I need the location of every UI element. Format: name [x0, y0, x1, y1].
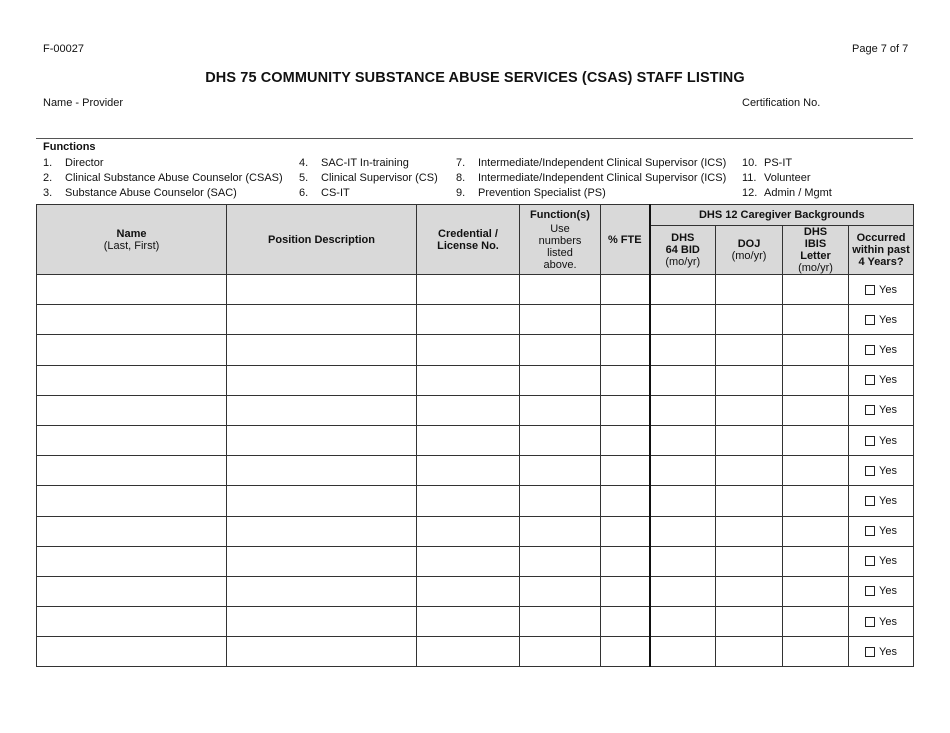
function-label: SAC-IT In-training — [321, 157, 409, 169]
name-cell[interactable] — [37, 576, 227, 606]
function-item — [299, 187, 350, 199]
function-label: Admin / Mgmt — [764, 187, 832, 199]
doj-cell[interactable] — [716, 425, 783, 455]
doj-cell[interactable] — [716, 365, 783, 395]
page-title: DHS 75 COMMUNITY SUBSTANCE ABUSE SERVICES (CSAS) STAFF LISTING — [205, 70, 745, 86]
dhs64-cell[interactable] — [650, 576, 716, 606]
function-label: Clinical Substance Abuse Counselor (CSAS) — [65, 172, 283, 184]
occurred-cell — [849, 425, 914, 455]
fte-cell[interactable] — [601, 486, 650, 516]
fte-cell[interactable] — [601, 425, 650, 455]
fte-cell[interactable] — [601, 546, 650, 576]
occurred-cell — [849, 486, 914, 516]
doj-header-sub: (mo/yr) — [731, 250, 767, 262]
doj-cell[interactable] — [716, 305, 783, 335]
function-item — [299, 172, 438, 184]
occurred-cell — [849, 275, 914, 305]
ibis-cell[interactable] — [783, 607, 849, 637]
function-number: 5. — [299, 172, 309, 184]
function-label: PS-IT — [764, 157, 793, 169]
staff-rows — [37, 275, 914, 667]
ibis-cell[interactable] — [783, 425, 849, 455]
function-label: Prevention Specialist (PS) — [478, 187, 606, 199]
credential-cell[interactable] — [417, 365, 520, 395]
credential-cell[interactable] — [417, 305, 520, 335]
function-cell[interactable] — [520, 365, 601, 395]
table-row — [37, 365, 914, 395]
function-number: 11. — [742, 172, 757, 184]
ibis-cell[interactable] — [783, 637, 849, 667]
yes-label: Yes — [879, 343, 897, 356]
doj-cell[interactable] — [716, 275, 783, 305]
position-cell[interactable] — [227, 275, 417, 305]
occurred-cell — [849, 335, 914, 365]
position-cell[interactable] — [227, 365, 417, 395]
functions-heading: Functions — [43, 141, 96, 153]
function-item — [43, 157, 104, 169]
certification-label: Certification No. — [742, 97, 821, 109]
yes-checkbox[interactable] — [865, 375, 875, 385]
yes-checkbox[interactable] — [865, 315, 875, 325]
dhs64-cell[interactable] — [650, 365, 716, 395]
divider — [36, 138, 913, 139]
credential-cell[interactable] — [417, 425, 520, 455]
function-cell[interactable] — [520, 275, 601, 305]
occurred-cell — [849, 607, 914, 637]
ibis-cell[interactable] — [783, 546, 849, 576]
name-cell[interactable] — [37, 305, 227, 335]
name-column-header — [37, 205, 227, 275]
dhs64-header-sub: (mo/yr) — [665, 256, 701, 268]
fte-cell[interactable] — [601, 335, 650, 365]
yes-label: Yes — [879, 645, 897, 658]
occurred-cell — [849, 365, 914, 395]
doj-cell[interactable] — [716, 546, 783, 576]
doj-column-header — [716, 226, 783, 275]
doj-cell[interactable] — [716, 576, 783, 606]
occurred-cell — [849, 637, 914, 667]
name-cell[interactable] — [37, 637, 227, 667]
credential-cell[interactable] — [417, 395, 520, 425]
occurred-cell — [849, 516, 914, 546]
dhs64-cell[interactable] — [650, 516, 716, 546]
yes-checkbox[interactable] — [865, 556, 875, 566]
function-cell[interactable] — [520, 395, 601, 425]
doj-header-label: DOJ — [737, 238, 761, 250]
dhs64-cell[interactable] — [650, 335, 716, 365]
dhs64-cell[interactable] — [650, 486, 716, 516]
credential-cell[interactable] — [417, 576, 520, 606]
position-cell[interactable] — [227, 516, 417, 546]
function-number: 9. — [456, 187, 466, 199]
dhs64-header-label: DHS 64 BID — [665, 232, 700, 256]
occurred-cell — [849, 305, 914, 335]
yes-checkbox[interactable] — [865, 586, 875, 596]
table-row — [37, 275, 914, 305]
table-row — [37, 486, 914, 516]
credential-header-label: Credential / License No. — [437, 227, 499, 252]
yes-checkbox[interactable] — [865, 466, 875, 476]
dhs64-cell[interactable] — [650, 546, 716, 576]
function-item — [43, 172, 283, 184]
function-number: 8. — [456, 172, 466, 184]
name-cell[interactable] — [37, 486, 227, 516]
table-row — [37, 335, 914, 365]
yes-checkbox[interactable] — [865, 405, 875, 415]
ibis-cell[interactable] — [783, 305, 849, 335]
position-cell[interactable] — [227, 305, 417, 335]
doj-cell[interactable] — [716, 456, 783, 486]
function-cell[interactable] — [520, 546, 601, 576]
credential-cell[interactable] — [417, 607, 520, 637]
function-cell[interactable] — [520, 576, 601, 606]
function-number: 10. — [742, 157, 758, 169]
yes-label: Yes — [879, 525, 897, 538]
staff-listing-table — [36, 204, 914, 667]
dhs64-cell[interactable] — [650, 275, 716, 305]
dhs64-cell[interactable] — [650, 456, 716, 486]
doj-cell[interactable] — [716, 486, 783, 516]
doj-cell[interactable] — [716, 335, 783, 365]
ibis-cell[interactable] — [783, 365, 849, 395]
form-id: F-00027 — [43, 43, 84, 55]
position-column-header — [227, 205, 417, 275]
name-cell[interactable] — [37, 365, 227, 395]
name-cell[interactable] — [37, 395, 227, 425]
fte-header-label: % FTE — [607, 233, 642, 246]
fte-cell[interactable] — [601, 365, 650, 395]
fte-cell[interactable] — [601, 395, 650, 425]
credential-cell[interactable] — [417, 335, 520, 365]
function-cell[interactable] — [520, 425, 601, 455]
position-cell[interactable] — [227, 335, 417, 365]
yes-checkbox[interactable] — [865, 345, 875, 355]
dhs64-cell[interactable] — [650, 305, 716, 335]
table-row — [37, 637, 914, 667]
occurred-cell — [849, 576, 914, 606]
name-cell[interactable] — [37, 335, 227, 365]
name-cell[interactable] — [37, 456, 227, 486]
dhs64-column-header — [650, 226, 716, 275]
function-label: Volunteer — [764, 172, 811, 184]
name-header-sub: (Last, First) — [103, 239, 160, 252]
function-number: 4. — [299, 157, 309, 169]
fte-cell[interactable] — [601, 637, 650, 667]
position-cell[interactable] — [227, 456, 417, 486]
position-cell[interactable] — [227, 607, 417, 637]
yes-checkbox[interactable] — [865, 647, 875, 657]
position-cell[interactable] — [227, 637, 417, 667]
doj-cell[interactable] — [716, 395, 783, 425]
name-cell[interactable] — [37, 516, 227, 546]
function-label: Intermediate/Independent Clinical Supervisor (ICS) — [478, 157, 727, 169]
page-number: Page 7 of 7 — [852, 43, 909, 55]
position-cell[interactable] — [227, 425, 417, 455]
occurred-cell — [849, 395, 914, 425]
function-number: 1. — [43, 157, 53, 169]
function-label: CS-IT — [321, 187, 350, 199]
position-header-label: Position Description — [268, 233, 375, 246]
ibis-cell[interactable] — [783, 486, 849, 516]
yes-label: Yes — [879, 555, 897, 568]
credential-cell[interactable] — [417, 486, 520, 516]
ibis-cell[interactable] — [783, 395, 849, 425]
table-row — [37, 607, 914, 637]
function-header-label: Function(s) — [530, 208, 590, 221]
dhs64-cell[interactable] — [650, 395, 716, 425]
yes-label: Yes — [879, 283, 897, 296]
yes-checkbox[interactable] — [865, 285, 875, 295]
function-cell[interactable] — [520, 456, 601, 486]
table-row — [37, 456, 914, 486]
function-number: 12. — [742, 187, 758, 199]
credential-cell[interactable] — [417, 516, 520, 546]
function-number: 3. — [43, 187, 53, 199]
fte-cell[interactable] — [601, 456, 650, 486]
function-number: 6. — [299, 187, 309, 199]
ibis-cell[interactable] — [783, 576, 849, 606]
caregiver-backgrounds-header — [650, 205, 914, 226]
table-row — [37, 395, 914, 425]
occurred-cell — [849, 546, 914, 576]
name-cell[interactable] — [37, 546, 227, 576]
function-item — [43, 187, 237, 199]
credential-cell[interactable] — [417, 546, 520, 576]
function-label: Intermediate/Independent Clinical Supervisor (ICS) — [478, 172, 727, 184]
dhs64-cell[interactable] — [650, 607, 716, 637]
function-label: Clinical Supervisor (CS) — [321, 172, 438, 184]
credential-cell[interactable] — [417, 456, 520, 486]
ibis-column-header — [783, 226, 849, 275]
yes-checkbox[interactable] — [865, 496, 875, 506]
dhs64-cell[interactable] — [650, 425, 716, 455]
occurred-header-label: Occurred within past 4 Years? — [852, 232, 910, 268]
credential-column-header — [417, 205, 520, 275]
table-row — [37, 516, 914, 546]
function-label: Substance Abuse Counselor (SAC) — [65, 187, 237, 199]
table-row — [37, 305, 914, 335]
yes-label: Yes — [879, 404, 897, 417]
position-cell[interactable] — [227, 395, 417, 425]
table-row — [37, 425, 914, 455]
name-cell[interactable] — [37, 275, 227, 305]
yes-label: Yes — [879, 434, 897, 447]
doj-cell[interactable] — [716, 637, 783, 667]
yes-label: Yes — [879, 464, 897, 477]
function-item — [742, 157, 792, 169]
fte-column-header — [601, 205, 650, 275]
function-cell[interactable] — [520, 516, 601, 546]
yes-label: Yes — [879, 374, 897, 387]
table-row — [37, 576, 914, 606]
fte-cell[interactable] — [601, 305, 650, 335]
fte-cell[interactable] — [601, 576, 650, 606]
credential-cell[interactable] — [417, 637, 520, 667]
function-number: 2. — [43, 172, 53, 184]
yes-checkbox[interactable] — [865, 436, 875, 446]
function-cell[interactable] — [520, 637, 601, 667]
name-provider-label: Name - Provider — [43, 97, 124, 109]
function-item — [742, 172, 810, 184]
yes-label: Yes — [879, 494, 897, 507]
yes-checkbox[interactable] — [865, 526, 875, 536]
position-cell[interactable] — [227, 576, 417, 606]
fte-cell[interactable] — [601, 516, 650, 546]
position-cell[interactable] — [227, 546, 417, 576]
function-number: 7. — [456, 157, 466, 169]
occurred-column-header — [849, 226, 914, 275]
yes-checkbox[interactable] — [865, 617, 875, 627]
ibis-cell[interactable] — [783, 335, 849, 365]
name-cell[interactable] — [37, 425, 227, 455]
dhs64-cell[interactable] — [650, 637, 716, 667]
yes-label: Yes — [879, 313, 897, 326]
position-cell[interactable] — [227, 486, 417, 516]
fte-cell[interactable] — [601, 607, 650, 637]
ibis-cell[interactable] — [783, 456, 849, 486]
occurred-cell — [849, 456, 914, 486]
ibis-header-label: DHS IBIS Letter — [800, 226, 831, 262]
function-item — [456, 172, 726, 184]
name-cell[interactable] — [37, 607, 227, 637]
credential-cell[interactable] — [417, 275, 520, 305]
ibis-cell[interactable] — [783, 516, 849, 546]
function-column-header — [520, 205, 601, 275]
function-cell[interactable] — [520, 305, 601, 335]
doj-cell[interactable] — [716, 516, 783, 546]
yes-label: Yes — [879, 615, 897, 628]
caregiver-header-label: DHS 12 Caregiver Backgrounds — [698, 209, 865, 221]
function-item — [299, 157, 409, 169]
fte-cell[interactable] — [601, 275, 650, 305]
function-item — [456, 187, 606, 199]
table-row — [37, 546, 914, 576]
function-cell[interactable] — [520, 335, 601, 365]
doj-cell[interactable] — [716, 607, 783, 637]
function-header-sub: Use numbers listed above. — [538, 222, 582, 271]
function-label: Director — [65, 157, 104, 169]
function-cell[interactable] — [520, 486, 601, 516]
ibis-cell[interactable] — [783, 275, 849, 305]
name-header-label: Name — [116, 227, 147, 240]
function-cell[interactable] — [520, 607, 601, 637]
function-item — [742, 187, 832, 199]
yes-label: Yes — [879, 585, 897, 598]
ibis-header-sub: (mo/yr) — [798, 262, 833, 274]
function-item — [456, 157, 726, 169]
